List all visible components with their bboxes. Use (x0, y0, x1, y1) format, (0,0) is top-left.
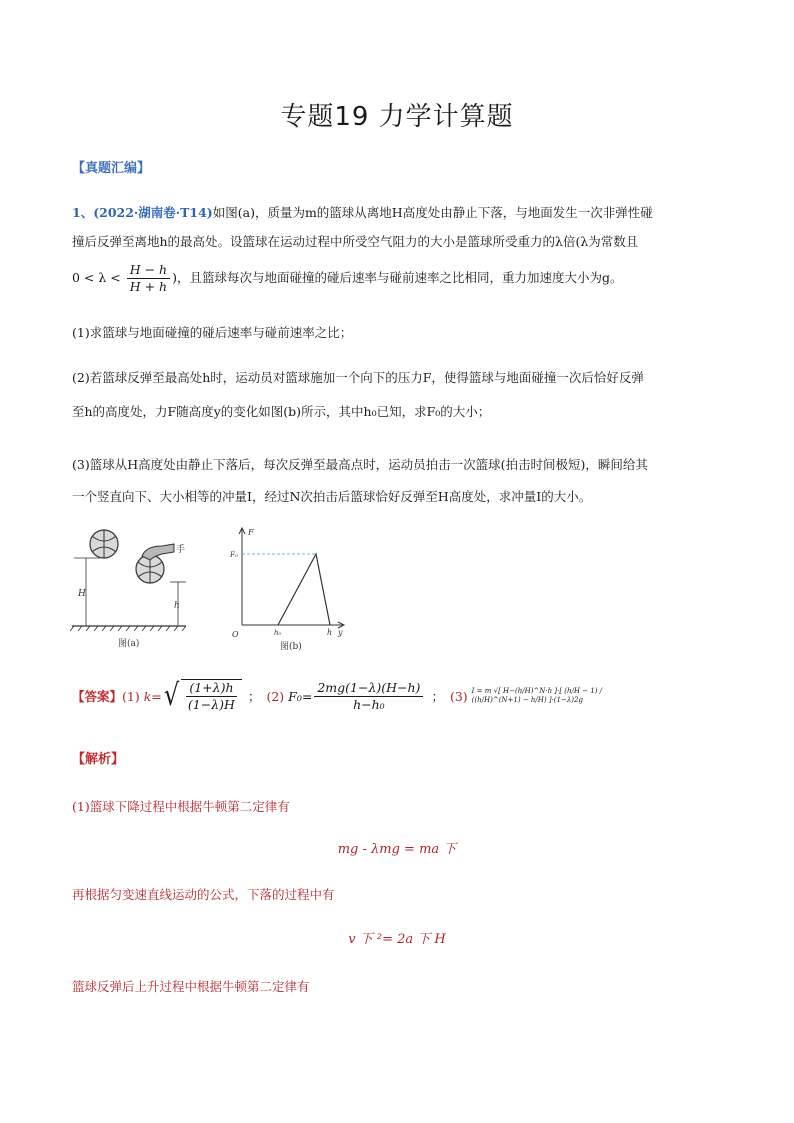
axis-y: y (338, 628, 343, 637)
lambda-bound-fraction: $\frac{H - h}{H + h}$ (127, 262, 170, 295)
answer-line: 【答案】 (1) k= √ $\frac{(1+\lambda)h}{(1-\lambda)H}$ ； (2) F₀= $\frac{2mg(1-\lambda)(H-h)}{\text{h−h₀}}$ ； (3) I = m √[ H−(h/H)^N·h ]·[ (h/H − 1) / ((h/H)^(N+1) − h/H) ]·(1−λ)2g (72, 672, 722, 720)
label-F0: F₀ (230, 551, 238, 559)
equation-1: mg - λmg = ma 下 (337, 842, 457, 857)
question-part-2-line-2: 至h的高度处，力F随高度y的变化如图(b)所示，其中h₀已知，求F₀的大小； (72, 404, 491, 419)
analysis-step-2: 再根据匀变速直线运动的公式，下落的过程中有 (72, 887, 335, 902)
equation-2: v 下 ²= 2a 下 H (348, 932, 446, 947)
caption-b: 图(b) (280, 642, 302, 652)
answer-1-sqrt: √ $\frac{(1+\lambda)h}{(1-\lambda)H}$ (162, 679, 242, 713)
question-line-3: 0 < λ < $\frac{H - h}{H + h}$ )，且篮球每次与地面碰撞的碰后速率与碰前速率之比相同，重力加速度大小为g。 (72, 262, 623, 294)
label-h: h (174, 601, 180, 611)
question-line-2: 撞后反弹至离地h的最高处。设篮球在运动过程中所受空气阻力的大小是篮球所受重力的λ倍(λ为常数且 (72, 234, 639, 249)
question-source: (2022·湖南卷·T14) (93, 205, 213, 220)
answer-2-fraction: $\frac{2mg(1-\lambda)(H-h)}{\text{h−h₀}}$ (314, 680, 423, 713)
page-title: 专题19 力学计算题 (280, 102, 514, 132)
question-part-2-line-1: (2)若篮球反弹至最高处h时，运动员对篮球施加一个向下的压力F，使得篮球与地面碰撞一次后恰好反弹 (72, 370, 644, 385)
question-number: 1、 (72, 205, 94, 220)
label-h-b: h (327, 628, 333, 637)
label-H: H (78, 589, 86, 599)
figure-a (70, 522, 190, 654)
section-heading: 【真题汇编】 (72, 161, 151, 176)
figure-b (228, 525, 352, 653)
question-part-1: (1)求篮球与地面碰撞的碰后速率与碰前速率之比； (72, 325, 353, 340)
basketball-icon (90, 530, 118, 558)
analysis-step-1: (1)篮球下降过程中根据牛顿第二定律有 (72, 799, 290, 814)
axis-F: F (248, 528, 254, 537)
origin-O: O (232, 630, 239, 639)
caption-a: 图(a) (118, 639, 140, 649)
hand-label: 手 (176, 545, 186, 555)
label-h0: h₀ (274, 629, 282, 637)
analysis-step-3: 篮球反弹后上升过程中根据牛顿第二定律有 (72, 979, 310, 994)
question-part-3-line-1: (3)篮球从H高度处由静止下落后，每次反弹至最高点时，运动员拍击一次篮球(拍击时间极短)，瞬间给其 (72, 457, 648, 472)
analysis-label: 【解析】 (72, 752, 125, 767)
question-line-1: 1、(2022·湖南卷·T14)如图(a)，质量为m的篮球从离地H高度处由静止下落，与地面发生一次非弹性碰 (72, 205, 653, 220)
question-part-3-line-2: 一个竖直向下、大小相等的冲量I，经过N次拍击后篮球恰好反弹至H高度处，求冲量I的大小。 (72, 489, 592, 504)
answer-3-expression: I = m √[ H−(h/H)^N·h ]·[ (h/H − 1) / ((h/H)^(N+1) − h/H) ]·(1−λ)2g (471, 687, 603, 704)
answer-label: 【答案】 (72, 689, 123, 704)
